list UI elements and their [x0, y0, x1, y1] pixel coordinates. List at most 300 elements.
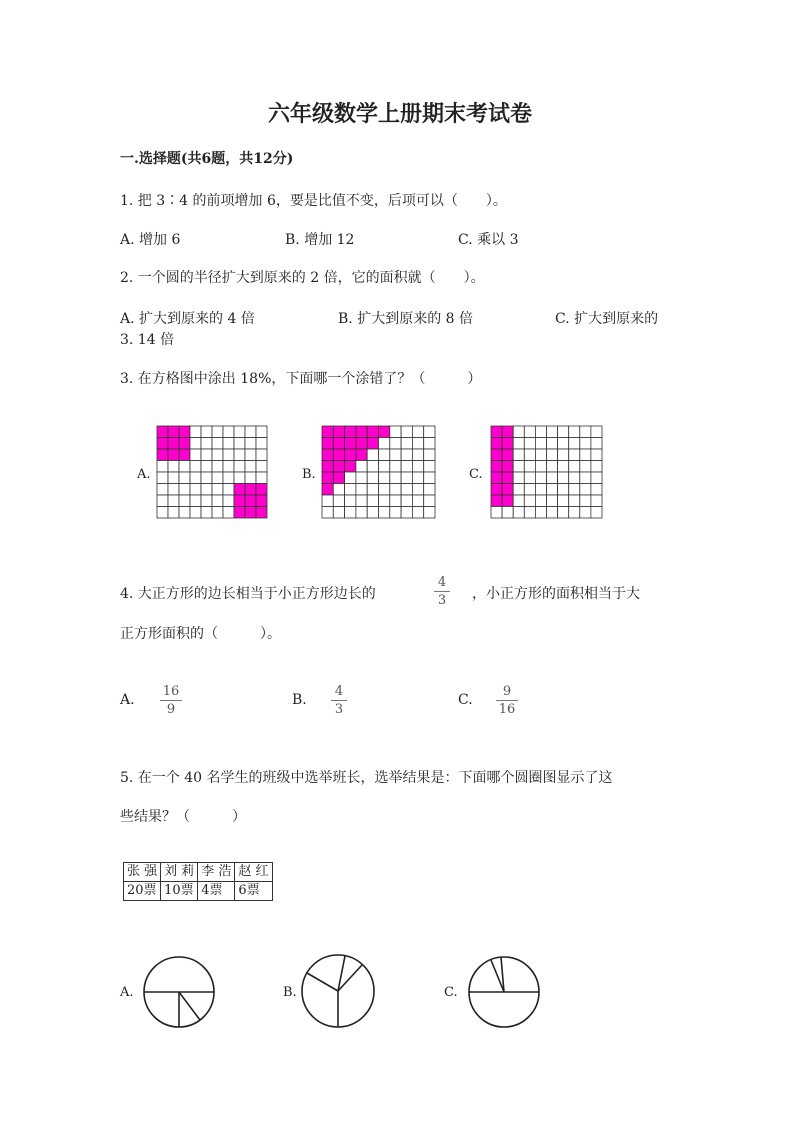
grid-cell [345, 484, 356, 496]
grid-cell [535, 495, 546, 507]
grid-cell [502, 495, 513, 507]
fraction-numerator: 9 [502, 684, 512, 699]
question-4-option-a-fraction [160, 684, 182, 717]
grid-cell [223, 449, 234, 461]
grid-cell [401, 495, 412, 507]
grid-cell [591, 507, 602, 519]
grid-cell [212, 438, 223, 450]
grid-cell [179, 426, 190, 438]
grid-cell [535, 461, 546, 473]
grid-cell [190, 484, 201, 496]
question-3-stem: 3. 在方格图中涂出 18%，下面哪一个涂错了？（ ） [120, 371, 482, 387]
grid-cell [401, 484, 412, 496]
grid-cell [379, 484, 390, 496]
grid-cell [168, 438, 179, 450]
vote-table-wrapper [123, 862, 273, 901]
pie-figure-a [142, 955, 216, 1029]
grid-cell [223, 472, 234, 484]
grid-cell [190, 449, 201, 461]
grid-cell [356, 484, 367, 496]
grid-cell [245, 449, 256, 461]
grid-cell [356, 438, 367, 450]
grid-cell [390, 484, 401, 496]
grid-cell [580, 507, 591, 519]
grid-cell [390, 426, 401, 438]
grid-cell [558, 438, 569, 450]
vote-table [123, 862, 273, 901]
grid-cell [201, 438, 212, 450]
grid-figure-c [491, 426, 603, 519]
question-2-option-b: B. 扩大到原来的 8 倍 [338, 311, 473, 327]
grid-cell [547, 495, 558, 507]
grid-cell [547, 472, 558, 484]
grid-cell [580, 495, 591, 507]
grid-cell [256, 495, 267, 507]
grid-cell [379, 472, 390, 484]
grid-cell [580, 484, 591, 496]
grid-cell [367, 495, 378, 507]
grid-cell [513, 438, 524, 450]
grid-cell [345, 495, 356, 507]
pie-divider [338, 965, 362, 991]
question-4-stem-part-1: 4. 大正方形的边长相当于小正方形边长的 [120, 586, 376, 602]
grid-cell [580, 449, 591, 461]
grid-cell [558, 507, 569, 519]
grid-cell [201, 495, 212, 507]
grid-cell [524, 461, 535, 473]
grid-cell [322, 449, 333, 461]
grid-cell [491, 495, 502, 507]
grid-cell [424, 495, 435, 507]
grid-cell [535, 472, 546, 484]
grid-cell [412, 507, 423, 519]
grid-cell [245, 426, 256, 438]
fraction-bar [331, 700, 347, 701]
grid-cell [201, 472, 212, 484]
grid-cell [558, 449, 569, 461]
grid-cell [234, 495, 245, 507]
grid-cell [157, 495, 168, 507]
grid-cell [157, 507, 168, 519]
grid-cell [234, 449, 245, 461]
grid-cell [179, 438, 190, 450]
grid-cell [234, 484, 245, 496]
question-3-label-a: A. [137, 467, 151, 482]
grid-cell [367, 426, 378, 438]
grid-cell [179, 484, 190, 496]
grid-cell [322, 438, 333, 450]
grid-cell [502, 472, 513, 484]
grid-cell [157, 461, 168, 473]
grid-cell [412, 449, 423, 461]
fraction-denominator: 16 [498, 702, 516, 717]
grid-cell [157, 449, 168, 461]
grid-cell [245, 438, 256, 450]
question-1-stem: 1. 把 3∶4 的前项增加 6，要是比值不变，后项可以（ ）。 [120, 193, 507, 209]
grid-cell [356, 507, 367, 519]
grid-cell [367, 449, 378, 461]
table-row [124, 863, 273, 882]
grid-cell [168, 461, 179, 473]
grid-cell [379, 461, 390, 473]
grid-cell [201, 426, 212, 438]
grid-cell [558, 484, 569, 496]
grid-cell [401, 438, 412, 450]
grid-cell [234, 461, 245, 473]
grid-cell [502, 426, 513, 438]
grid-cell [179, 472, 190, 484]
grid-cell [212, 426, 223, 438]
grid-cell [168, 484, 179, 496]
grid-cell [333, 472, 344, 484]
grid-cell [256, 507, 267, 519]
fraction-numerator: 4 [334, 684, 344, 699]
grid-cell [367, 472, 378, 484]
grid-cell [356, 449, 367, 461]
question-4-option-b-label: B. [292, 692, 307, 708]
grid-cell [569, 495, 580, 507]
grid-cell [547, 438, 558, 450]
grid-cell [190, 507, 201, 519]
grid-cell [179, 507, 190, 519]
grid-cell [201, 507, 212, 519]
grid-cell [535, 438, 546, 450]
grid-cell [535, 484, 546, 496]
grid-cell [390, 438, 401, 450]
grid-cell [569, 438, 580, 450]
grid-cell [379, 507, 390, 519]
grid-cell [491, 507, 502, 519]
table-cell: 6票 [235, 882, 272, 901]
grid-cell [547, 507, 558, 519]
grid-cell [569, 449, 580, 461]
grid-cell [412, 438, 423, 450]
grid-cell [401, 472, 412, 484]
grid-cell [256, 461, 267, 473]
grid-cell [234, 472, 245, 484]
grid-cell [333, 449, 344, 461]
grid-cell [558, 461, 569, 473]
question-1-option-a: A. 增加 6 [120, 232, 181, 248]
grid-cell [513, 507, 524, 519]
page-title: 六年级数学上册期末考试卷 [267, 101, 532, 127]
grid-cell [234, 507, 245, 519]
grid-cell [157, 484, 168, 496]
fraction-denominator: 3 [437, 593, 447, 608]
grid-cell [412, 472, 423, 484]
grid-cell [390, 495, 401, 507]
grid-cell [190, 426, 201, 438]
grid-cell [524, 438, 535, 450]
question-1-option-c: C. 乘以 3 [458, 232, 519, 248]
grid-cell [502, 449, 513, 461]
grid-cell [356, 426, 367, 438]
table-cell: 刘 莉 [161, 863, 198, 882]
grid-cell [524, 507, 535, 519]
grid-cell [591, 438, 602, 450]
grid-cell [491, 449, 502, 461]
table-cell: 张 强 [124, 863, 161, 882]
grid-cell [591, 472, 602, 484]
grid-cell [245, 495, 256, 507]
grid-cell [569, 507, 580, 519]
grid-cell [412, 461, 423, 473]
grid-cell [424, 438, 435, 450]
grid-cell [591, 461, 602, 473]
question-3-label-c: C. [469, 467, 483, 482]
grid-cell [333, 461, 344, 473]
grid-cell [223, 426, 234, 438]
grid-cell [256, 426, 267, 438]
table-cell: 赵 红 [235, 863, 272, 882]
grid-cell [580, 438, 591, 450]
grid-cell [569, 484, 580, 496]
grid-cell [179, 461, 190, 473]
grid-cell [234, 426, 245, 438]
grid-cell [190, 495, 201, 507]
grid-cell [345, 426, 356, 438]
grid-cell [524, 495, 535, 507]
grid-cell [179, 495, 190, 507]
grid-cell [390, 461, 401, 473]
grid-cell [201, 461, 212, 473]
grid-cell [212, 484, 223, 496]
grid-cell [424, 472, 435, 484]
grid-cell [345, 472, 356, 484]
fraction-bar [160, 700, 182, 701]
grid-cell [212, 461, 223, 473]
grid-cell [524, 484, 535, 496]
table-cell: 20票 [124, 882, 161, 901]
grid-cell [401, 507, 412, 519]
grid-cell [547, 449, 558, 461]
grid-cell [412, 426, 423, 438]
grid-cell [547, 426, 558, 438]
grid-cell [569, 472, 580, 484]
grid-cell [256, 449, 267, 461]
question-5-label-b: B. [283, 985, 297, 1000]
grid-cell [535, 507, 546, 519]
grid-cell [580, 461, 591, 473]
fraction-denominator: 9 [166, 702, 176, 717]
grid-cell [179, 449, 190, 461]
question-4-fraction [434, 575, 450, 608]
section-heading: 一.选择题(共6题，共12分) [120, 151, 294, 167]
question-2-option-a: A. 扩大到原来的 4 倍 [120, 311, 255, 327]
question-4-option-c-label: C. [458, 692, 473, 708]
grid-cell [256, 438, 267, 450]
table-cell: 李 浩 [198, 863, 235, 882]
grid-cell [256, 484, 267, 496]
grid-cell [491, 438, 502, 450]
grid-cell [223, 495, 234, 507]
grid-cell [412, 495, 423, 507]
grid-cell [591, 484, 602, 496]
grid-cell [491, 461, 502, 473]
grid-cell [168, 449, 179, 461]
pie-divider [179, 992, 200, 1020]
grid-cell [190, 438, 201, 450]
grid-cell [223, 461, 234, 473]
grid-cell [401, 461, 412, 473]
grid-cell [524, 426, 535, 438]
grid-cell [245, 472, 256, 484]
question-3-label-b: B. [302, 467, 316, 482]
grid-cell [424, 426, 435, 438]
grid-figure-a [157, 426, 268, 519]
grid-cell [569, 426, 580, 438]
grid-cell [367, 507, 378, 519]
grid-cell [322, 461, 333, 473]
grid-cell [157, 472, 168, 484]
question-4-stem-part-3: 正方形面积的（ ）。 [120, 626, 281, 642]
question-5-label-c: C. [444, 985, 458, 1000]
grid-cell [591, 495, 602, 507]
grid-cell [390, 449, 401, 461]
grid-cell [491, 426, 502, 438]
grid-cell [558, 495, 569, 507]
grid-cell [424, 449, 435, 461]
question-1-option-b: B. 增加 12 [285, 232, 355, 248]
grid-cell [524, 449, 535, 461]
grid-cell [513, 484, 524, 496]
grid-cell [201, 484, 212, 496]
grid-cell [157, 426, 168, 438]
grid-cell [223, 438, 234, 450]
grid-cell [569, 461, 580, 473]
grid-cell [524, 472, 535, 484]
grid-cell [212, 495, 223, 507]
grid-cell [502, 484, 513, 496]
grid-cell [333, 495, 344, 507]
grid-cell [379, 495, 390, 507]
grid-cell [223, 507, 234, 519]
fraction-bar [496, 700, 518, 701]
grid-cell [345, 507, 356, 519]
grid-cell [322, 426, 333, 438]
grid-cell [322, 495, 333, 507]
grid-cell [356, 472, 367, 484]
grid-cell [234, 438, 245, 450]
grid-cell [412, 484, 423, 496]
table-cell: 10票 [161, 882, 198, 901]
grid-cell [390, 472, 401, 484]
grid-cell [190, 472, 201, 484]
grid-cell [367, 484, 378, 496]
grid-cell [535, 426, 546, 438]
question-4-option-b-fraction [331, 684, 347, 717]
table-row [124, 882, 273, 901]
grid-cell [322, 484, 333, 496]
grid-cell [424, 484, 435, 496]
grid-cell [168, 426, 179, 438]
pie-divider [338, 956, 345, 991]
grid-cell [491, 484, 502, 496]
grid-cell [356, 495, 367, 507]
grid-cell [558, 426, 569, 438]
grid-cell [367, 438, 378, 450]
grid-cell [322, 507, 333, 519]
fraction-denominator: 3 [334, 702, 344, 717]
table-cell: 4票 [198, 882, 235, 901]
grid-cell [168, 507, 179, 519]
grid-cell [322, 472, 333, 484]
grid-cell [333, 484, 344, 496]
grid-cell [345, 461, 356, 473]
grid-cell [424, 461, 435, 473]
grid-cell [168, 495, 179, 507]
grid-cell [245, 507, 256, 519]
grid-cell [245, 484, 256, 496]
grid-cell [401, 426, 412, 438]
grid-cell [201, 449, 212, 461]
grid-cell [502, 507, 513, 519]
grid-cell [367, 461, 378, 473]
question-5-label-a: A. [120, 985, 134, 1000]
grid-cell [379, 426, 390, 438]
grid-cell [513, 449, 524, 461]
grid-cell [547, 461, 558, 473]
question-5-stem-part-1: 5. 在一个 40 名学生的班级中选举班长，选举结果是：下面哪个圆圈图显示了这 [120, 770, 613, 786]
grid-cell [333, 507, 344, 519]
question-4-option-a-label: A. [120, 692, 135, 708]
grid-cell [513, 426, 524, 438]
grid-cell [345, 449, 356, 461]
grid-cell [168, 472, 179, 484]
question-2-option-c-continued: 3. 14 倍 [120, 332, 175, 348]
grid-cell [356, 461, 367, 473]
grid-cell [190, 461, 201, 473]
grid-cell [558, 472, 569, 484]
grid-cell [256, 472, 267, 484]
grid-cell [502, 461, 513, 473]
grid-cell [513, 495, 524, 507]
grid-figure-b [322, 426, 436, 519]
grid-cell [379, 449, 390, 461]
pie-figure-b [300, 953, 376, 1029]
grid-cell [212, 472, 223, 484]
fraction-numerator: 16 [162, 684, 180, 699]
fraction-numerator: 4 [437, 575, 447, 590]
question-2-option-c: C. 扩大到原来的 [555, 311, 659, 327]
grid-cell [379, 438, 390, 450]
grid-cell [245, 461, 256, 473]
fraction-bar [434, 591, 450, 592]
pie-divider [307, 973, 338, 991]
grid-cell [513, 461, 524, 473]
grid-cell [535, 449, 546, 461]
grid-cell [223, 484, 234, 496]
question-5-stem-part-2: 些结果？（ ） [120, 809, 246, 825]
question-4-stem-part-2: ，小正方形的面积相当于大 [472, 586, 640, 602]
grid-cell [513, 472, 524, 484]
grid-cell [580, 472, 591, 484]
question-2-stem: 2. 一个圆的半径扩大到原来的 2 倍，它的面积就（ ）。 [120, 270, 485, 286]
grid-cell [591, 426, 602, 438]
grid-cell [212, 449, 223, 461]
grid-cell [424, 507, 435, 519]
grid-cell [157, 438, 168, 450]
grid-cell [345, 438, 356, 450]
grid-cell [502, 438, 513, 450]
grid-cell [580, 426, 591, 438]
grid-cell [212, 507, 223, 519]
grid-cell [491, 472, 502, 484]
pie-figure-c [467, 955, 541, 1029]
grid-cell [333, 426, 344, 438]
grid-cell [591, 449, 602, 461]
grid-cell [401, 449, 412, 461]
